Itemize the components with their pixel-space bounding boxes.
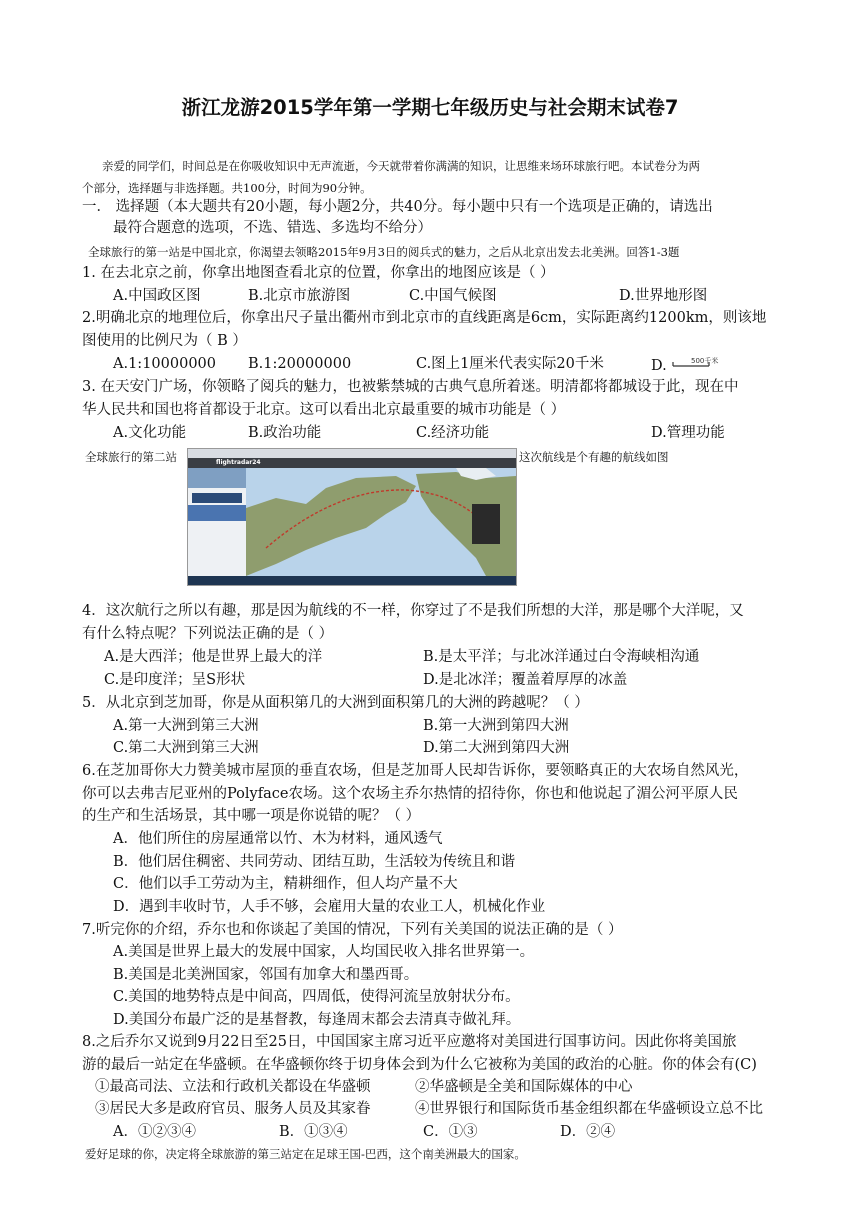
q8-option-d: D．②④ [560,1124,616,1140]
q6-option-d: D．遇到丰收时节，人手不够，会雇用大量的农业工人，机械化作业 [113,899,546,915]
q6-option-c: C．他们以手工劳动为主，精耕细作，但人均产量不大 [113,876,458,892]
intro-line-1: 亲爱的同学们，时间总是在你吸收知识中无声流逝，今天就带着你满满的知识，让思维来场环球旅行吧。本试卷分为两 [102,159,700,173]
question-8-cont: 游的最后一站定在华盛顿。在华盛顿你终于切身体会到为什么它被称为美国的政治的心脏。你的体会有(C) [82,1057,757,1073]
q1-option-d: D.世界地形图 [619,288,708,304]
q2-option-d [651,354,737,378]
q1-option-b: B.北京市旅游图 [248,288,351,304]
section-heading: 一． 选择题（本大题共有20小题，每小题2分，共40分。每小题中只有一个选项是正确的，请选出 [82,199,713,215]
q8-option-b: B．①③④ [279,1124,348,1140]
q8-option-a: A．①②③④ [113,1124,196,1140]
q7-option-d: D.美国分布最广泛的是基督教，每逢周末都会去清真寺做礼拜。 [113,1012,521,1028]
question-5: 5．从北京到芝加哥，你是从面积第几的大洲到面积第几的大洲的跨越呢？（ ） [82,695,589,711]
q4-option-d: D.是北冰洋；覆盖着厚厚的冰盖 [423,672,628,688]
question-6-cont-2: 的生产和生活场景，其中哪一项是你说错的呢？（ ） [82,808,421,824]
map-legend-box [472,504,500,544]
q3-option-a: A.文化功能 [113,425,187,441]
windows-taskbar [188,576,516,585]
route-map [246,468,516,576]
q1-option-c: C.中国气候图 [409,288,497,304]
q8-option-c: C．①③ [423,1124,478,1140]
intro-line-2: 个部分，选择题与非选择题。共100分，时间为90分钟。 [82,181,372,195]
question-4: 4．这次航行之所以有趣，那是因为航线的不一样，你穿过了不是我们所想的大洋，那是哪个大洋呢，又 [82,603,744,619]
q3-option-d: D.管理功能 [651,425,725,441]
q2-option-c: C.图上1厘米代表实际20千米 [416,356,604,372]
q2-option-a: A.1:10000000 [113,356,216,372]
flight-route-screenshot [187,448,517,586]
q2-option-b: B.1:20000000 [248,356,352,372]
question-6: 6.在芝加哥你大力赞美城市屋顶的垂直农场，但是芝加哥人民却告诉你，要领略真正的大农场自然风光， [82,763,749,779]
scale-bar-label: 500千米 [691,357,719,365]
question-4-cont: 有什么特点呢？下列说法正确的是（ ） [82,626,334,642]
aircraft-photo [188,468,246,488]
q4-option-b: B.是太平洋；与北冰洋通过白令海峡相沟通 [423,649,700,665]
lead-text-3: 爱好足球的你，决定将全球旅游的第三站定在足球王国-巴西，这个南美洲最大的国家。 [85,1147,526,1161]
q5-option-d: D.第二大洲到第四大洲 [423,740,570,756]
section-heading-cont: 最符合题意的选项，不选、错选、多选均不给分） [113,220,432,236]
lead-text-2-right: 这次航线是个有趣的航线如图 [519,450,669,464]
question-7: 7.听完你的介绍，乔尔也和你谈起了美国的情况，下列有关美国的说法正确的是（ ） [82,922,623,938]
lead-text-1: 全球旅行的第一站是中国北京，你渴望去领略2015年9月3日的阅兵式的魅力，之后从北京出发去北美洲。回答1-3题 [88,245,680,259]
question-2: 2.明确北京的地理位后，你拿出尺子量出衢州市到北京市的直线距离是6cm，实际距离约1200km，则该地 [82,310,767,326]
question-2-cont: 图使用的比例尺为（ B ） [82,333,247,349]
q8-statement-4: ④世界银行和国际货币基金组织都在华盛顿设立总不比 [415,1101,763,1117]
q8-statement-1: ①最高司法、立法和行政机关都设在华盛顿 [95,1079,371,1095]
question-6-cont-1: 你可以去弗吉尼亚州的Polyface农场。这个农场主乔尔热情的招待你，你也和他说起了湄公河平原人民 [82,786,738,802]
scale-bar [671,354,737,378]
q7-option-c: C.美国的地势特点是中间高，四周低，使得河流呈放射状分布。 [113,989,520,1005]
flightradar-logo: flightradar24 [216,459,261,466]
flight-code-strip [192,493,242,503]
q1-option-a: A.中国政区图 [113,288,201,304]
q3-option-c: C.经济功能 [416,425,490,441]
question-8: 8.之后乔尔又说到9月22日至25日，中国国家主席习近平应邀将对美国进行国事访问。因此你将美国旅 [82,1034,737,1050]
q6-option-a: A．他们所住的房屋通常以竹、木为材料，通风透气 [113,831,443,847]
q5-option-b: B.第一大洲到第四大洲 [423,718,569,734]
q4-option-a: A.是大西洋；他是世界上最大的洋 [104,649,323,665]
browser-address-bar [188,449,516,458]
q8-statement-3: ③居民大多是政府官员、服务人员及其家眷 [95,1101,371,1117]
question-3-cont: 华人民共和国也将首都设于北京。这可以看出北京最重要的城市功能是（ ） [82,402,566,418]
q2-option-d-label: D. [651,358,667,374]
question-3: 3. 在天安门广场，你领略了阅兵的魅力，也被紫禁城的古典气息所着迷。明清都将都城设于此，现在中 [82,379,739,395]
q8-statement-2: ②华盛顿是全美和国际媒体的中心 [415,1079,633,1095]
q6-option-b: B．他们居住稠密、共同劳动、团结互助，生活较为传统且和谐 [113,854,516,870]
question-1: 1. 在去北京之前，你拿出地图查看北京的位置，你拿出的地图应该是（ ） [82,265,555,281]
q7-option-b: B.美国是北美洲国家，邻国有加拿大和墨西哥。 [113,967,419,983]
q5-option-c: C.第二大洲到第三大洲 [113,740,259,756]
lead-text-2-left: 全球旅行的第二站 [85,450,177,464]
q7-option-a: A.美国是世界上最大的发展中国家，人均国民收入排名世界第一。 [113,944,535,960]
q3-option-b: B.政治功能 [248,425,322,441]
route-box [188,505,246,521]
page-title: 浙江龙游2015学年第一学期七年级历史与社会期末试卷7 [181,96,679,119]
q4-option-c: C.是印度洋；呈S形状 [104,672,246,688]
q5-option-a: A.第一大洲到第三大洲 [113,718,259,734]
